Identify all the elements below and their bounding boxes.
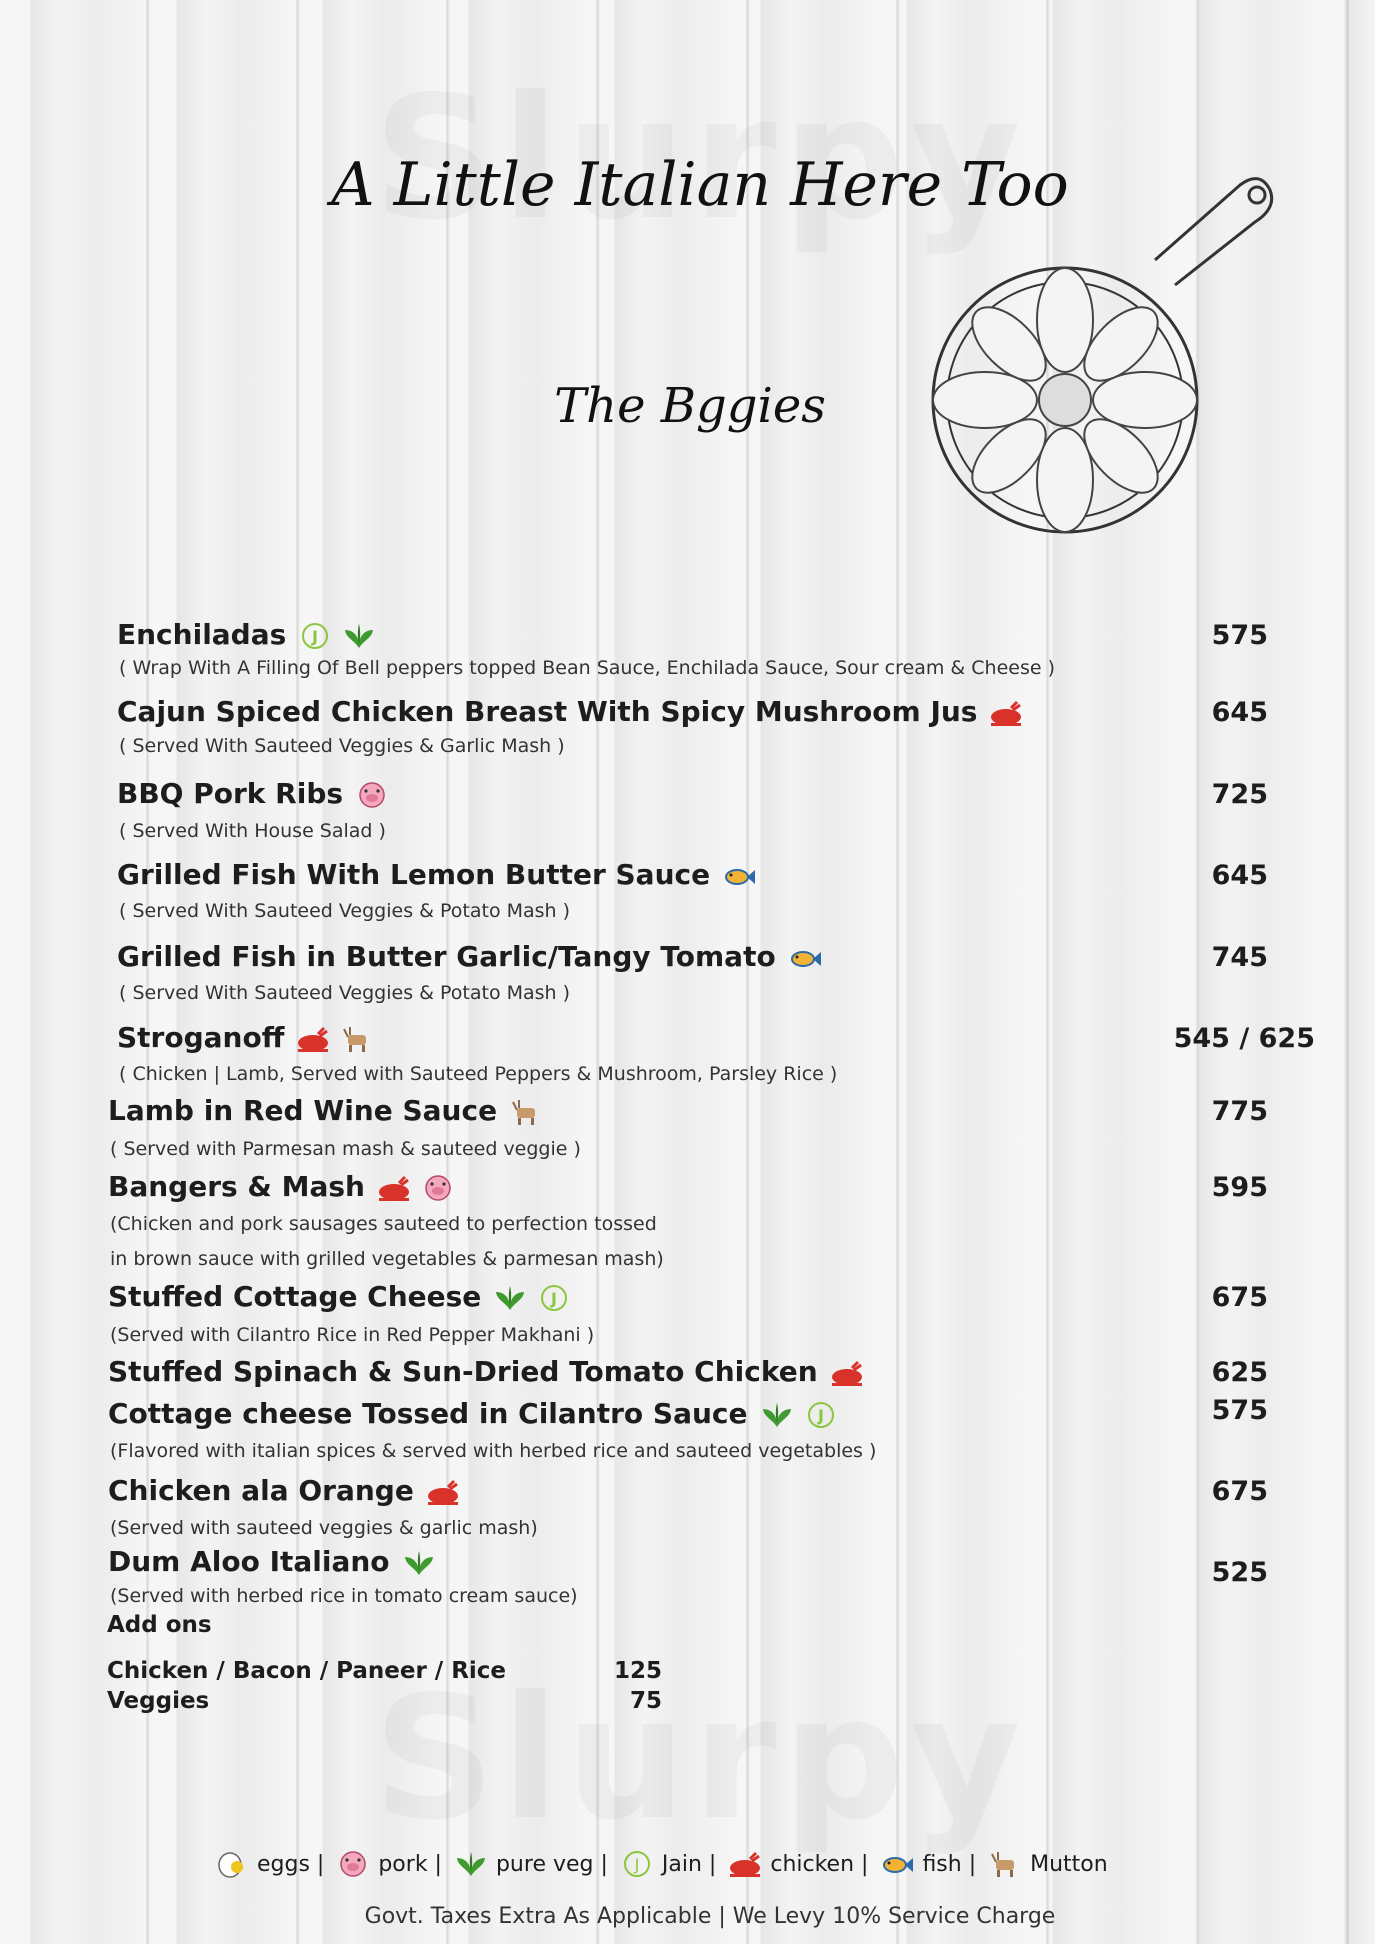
dish-price: 575 (1211, 620, 1268, 651)
dish-name (117, 1021, 374, 1054)
diet-icons (426, 1478, 460, 1506)
menu-subtitle: The Bggies (554, 378, 826, 434)
addons-title: Add ons (107, 1612, 212, 1638)
mutton-icon (340, 1025, 374, 1053)
dish-name (108, 1170, 455, 1203)
dish-name-text: Lamb in Red Wine Sauce (108, 1094, 498, 1127)
menu-title: A Little Italian Here Too (331, 150, 1069, 220)
jain-icon (620, 1850, 654, 1878)
legend-label: pork | (378, 1851, 442, 1877)
legend-label: Jain | (661, 1851, 717, 1877)
dish-description: (Served with herbed rice in tomato cream sauce) (110, 1585, 578, 1607)
diet-icons (989, 699, 1023, 727)
dish-description: in brown sauce with grilled vegetables & parmesan mash) (110, 1248, 664, 1270)
dish-description: ( Served With Sauteed Veggies & Potato Mash ) (119, 900, 571, 922)
dish-name-text: Dum Aloo Italiano (108, 1545, 390, 1578)
fish-icon (722, 862, 756, 890)
dish-name (117, 777, 389, 810)
veg-icon (342, 622, 376, 650)
dish-price: 545 / 625 (1173, 1023, 1315, 1054)
legend-label: fish | (922, 1851, 977, 1877)
dish-name-text: Stuffed Spinach & Sun-Dried Tomato Chicken (108, 1355, 818, 1388)
addon-price: 125 (613, 1658, 662, 1684)
jain-icon (804, 1401, 838, 1429)
watermark-bottom (340, 1660, 1060, 1858)
fish-icon (788, 944, 822, 972)
legend-label: chicken | (770, 1851, 869, 1877)
fish-icon (880, 1850, 914, 1878)
dish-name (108, 1545, 436, 1578)
diet-icons (760, 1401, 838, 1429)
dish-name-text: Bangers & Mash (108, 1170, 365, 1203)
dish-name-text: Chicken ala Orange (108, 1474, 414, 1507)
dish-description: ( Chicken | Lamb, Served with Sauteed Peppers & Mushroom, Parsley Rice ) (119, 1063, 838, 1085)
dish-name (108, 1474, 460, 1507)
diet-icons (830, 1359, 864, 1387)
mutton-icon (988, 1850, 1022, 1878)
dish-name (108, 1397, 838, 1430)
dish-price: 645 (1211, 860, 1268, 891)
dish-description: (Served with Cilantro Rice in Red Pepper Makhani ) (110, 1324, 595, 1346)
footer-note: Govt. Taxes Extra As Applicable | We Levy 10% Service Charge (364, 1904, 1056, 1929)
dish-name-text: Cajun Spiced Chicken Breast With Spicy Mushroom Jus (117, 695, 978, 728)
chicken-icon (426, 1478, 460, 1506)
dish-description: ( Served With House Salad ) (119, 820, 386, 842)
pork-icon (355, 781, 389, 809)
dish-description: (Chicken and pork sausages sauteed to perfection tossed (110, 1213, 657, 1235)
dish-name (117, 695, 1023, 728)
dish-price: 725 (1211, 779, 1268, 810)
dish-description: (Served with sauteed veggies & garlic mash) (110, 1517, 538, 1539)
dish-price: 525 (1211, 1557, 1268, 1588)
veg-icon (454, 1850, 488, 1878)
dish-name-text: Grilled Fish in Butter Garlic/Tangy Tomato (117, 940, 776, 973)
dish-name (108, 1280, 571, 1313)
jain-icon (298, 622, 332, 650)
veg-icon (760, 1401, 794, 1429)
dish-name-text: Grilled Fish With Lemon Butter Sauce (117, 858, 711, 891)
dish-price: 675 (1211, 1476, 1268, 1507)
dish-price: 675 (1211, 1282, 1268, 1313)
dish-name (117, 858, 756, 891)
dish-name-text: Stuffed Cottage Cheese (108, 1280, 482, 1313)
dish-price: 745 (1211, 942, 1268, 973)
dish-price: 575 (1211, 1395, 1268, 1426)
legend-label: Mutton (1030, 1851, 1108, 1877)
diet-icons (377, 1174, 455, 1202)
pork-icon (336, 1850, 370, 1878)
dish-price: 645 (1211, 697, 1268, 728)
chicken-icon (377, 1174, 411, 1202)
chicken-icon (728, 1850, 762, 1878)
addon-label: Chicken / Bacon / Paneer / Rice (107, 1658, 507, 1684)
dish-price: 775 (1211, 1096, 1268, 1127)
mutton-icon (509, 1098, 543, 1126)
veg-icon (493, 1284, 527, 1312)
dish-description: ( Wrap With A Filling Of Bell peppers topped Bean Sauce, Enchilada Sauce, Sour cream & Cheese ) (119, 657, 1055, 679)
dish-description: ( Served With Sauteed Veggies & Garlic Mash ) (119, 735, 565, 757)
dish-name-text: Enchiladas (117, 618, 287, 651)
diet-icons (493, 1284, 571, 1312)
dish-description: ( Served with Parmesan mash & sauteed veggie ) (110, 1138, 581, 1160)
diet-icons (355, 781, 389, 809)
dish-name (108, 1355, 864, 1388)
diet-icons (788, 944, 822, 972)
diet-icons (509, 1098, 543, 1126)
skillet-illustration (905, 150, 1285, 554)
chicken-icon (296, 1025, 330, 1053)
diet-icons (722, 862, 756, 890)
dish-name (117, 618, 376, 651)
diet-icons (298, 622, 376, 650)
dish-description: ( Served With Sauteed Veggies & Potato Mash ) (119, 982, 571, 1004)
dish-name-text: Stroganoff (117, 1021, 285, 1054)
pork-icon (421, 1174, 455, 1202)
dish-price: 595 (1211, 1172, 1268, 1203)
dish-description: (Flavored with italian spices & served with herbed rice and sauteed vegetables ) (110, 1440, 877, 1462)
addon-price: 75 (629, 1688, 662, 1714)
legend-label: eggs | (257, 1851, 325, 1877)
diet-icons (402, 1549, 436, 1577)
veg-icon (402, 1549, 436, 1577)
dish-price: 625 (1211, 1357, 1268, 1388)
jain-icon (537, 1284, 571, 1312)
chicken-icon (830, 1359, 864, 1387)
addon-label: Veggies (107, 1688, 210, 1714)
legend-label: pure veg | (495, 1851, 608, 1877)
dish-name-text: Cottage cheese Tossed in Cilantro Sauce (108, 1397, 748, 1430)
diet-icons (296, 1025, 374, 1053)
diet-legend (215, 1850, 1112, 1878)
dish-name (117, 940, 822, 973)
chicken-icon (989, 699, 1023, 727)
dish-name-text: BBQ Pork Ribs (117, 777, 344, 810)
egg-icon (215, 1850, 249, 1878)
dish-name (108, 1094, 543, 1127)
